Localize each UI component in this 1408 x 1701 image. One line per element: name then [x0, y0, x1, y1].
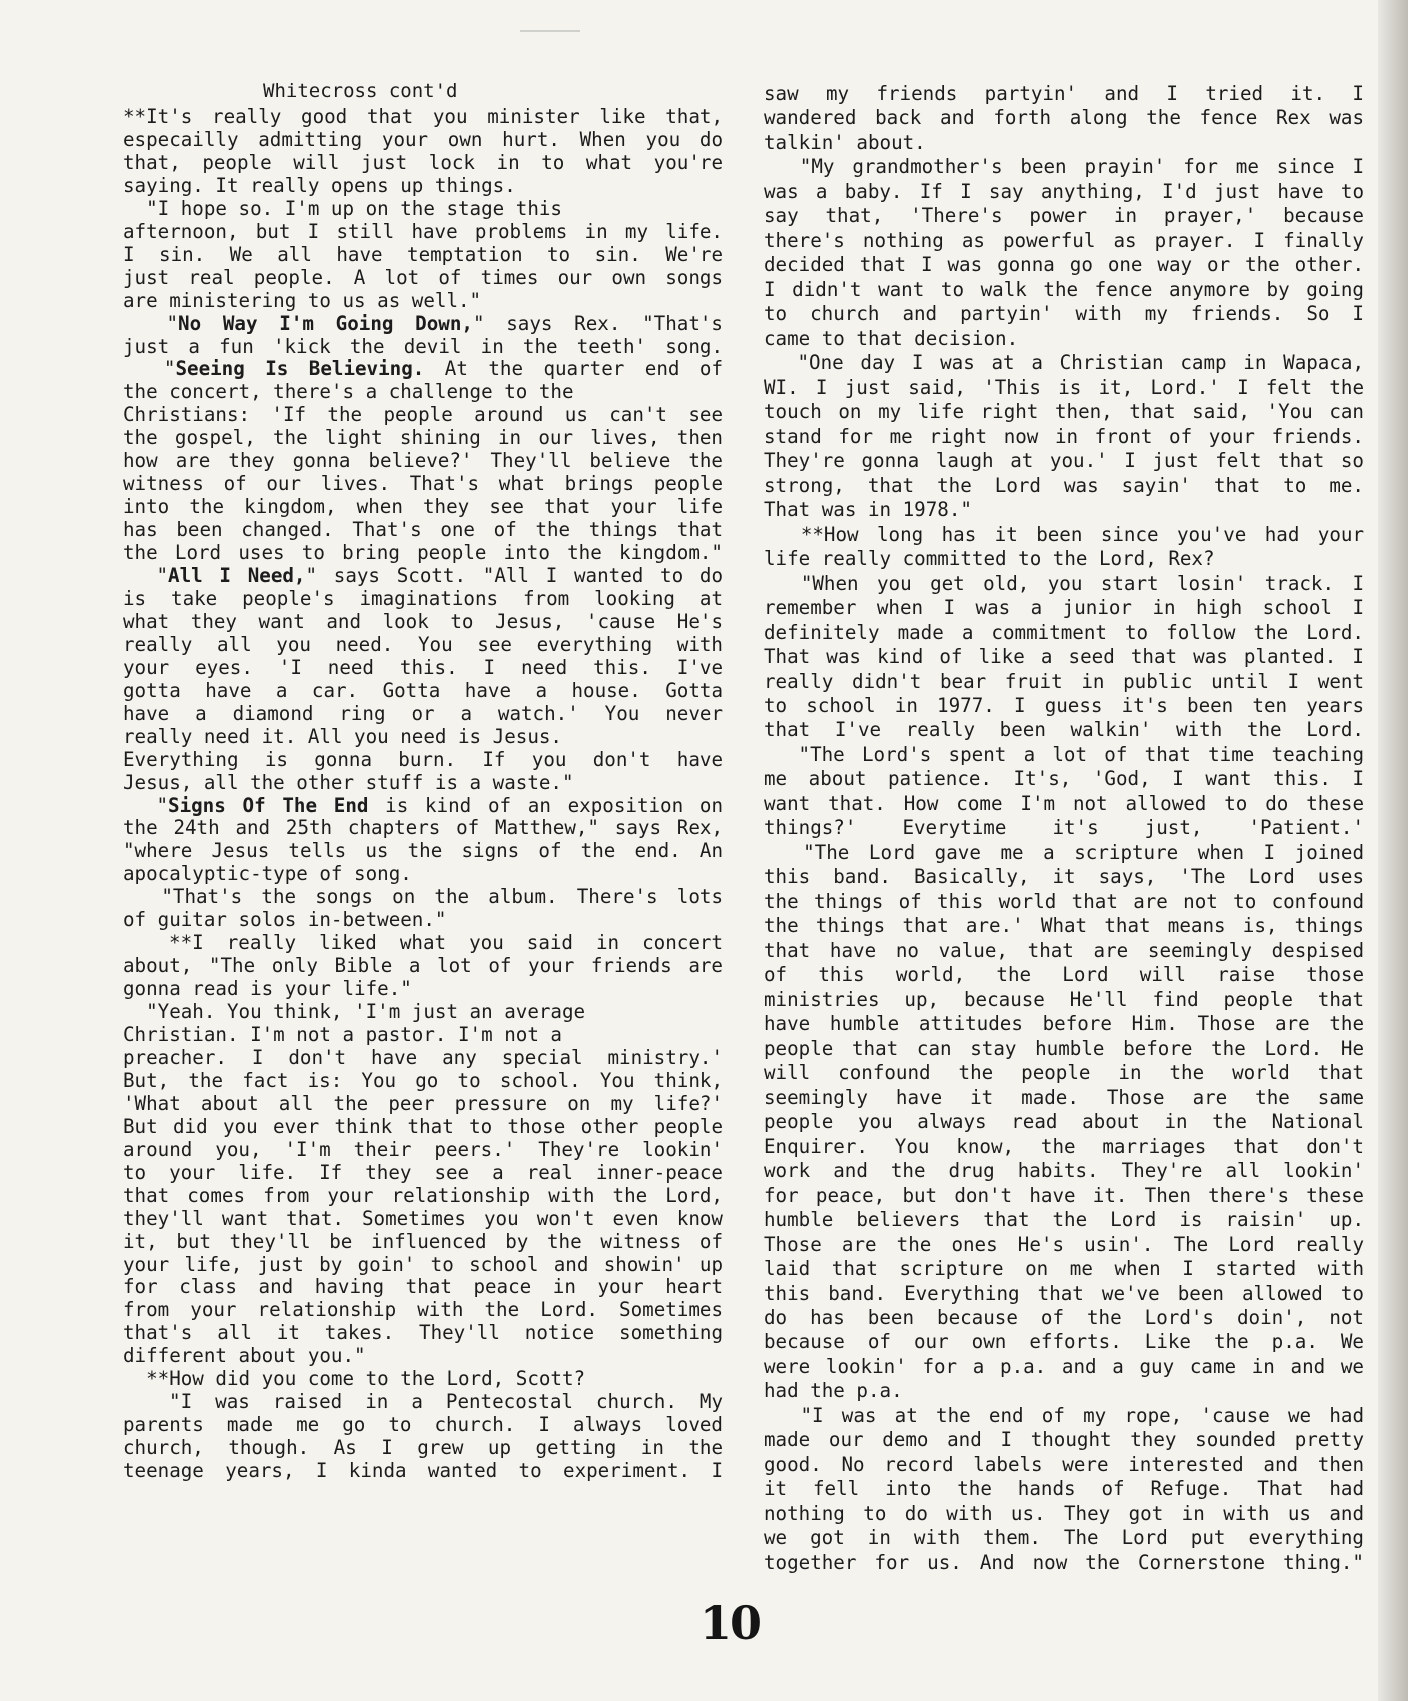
text-line: wandered back and forth along the fence Rex was: [764, 106, 1364, 130]
text-line: people that can stay humble before the Lord. He: [764, 1036, 1364, 1060]
text-line: life really committed to the Lord, Rex?: [764, 547, 1215, 571]
text-line: we got in with them. The Lord put everything: [764, 1526, 1364, 1550]
text-line: **How did you come to the Lord, Scott?: [123, 1367, 586, 1391]
text-line: the gospel, the light shining in our lives, then: [123, 426, 723, 450]
text-line: seemingly have it made. Those are the same: [764, 1085, 1364, 1109]
text-line: your eyes. 'I need this. I need this. I've: [123, 655, 723, 679]
text-line: 'What about all the peer pressure on my life?': [123, 1091, 723, 1115]
text-line: it, but they'll be influenced by the witness of: [123, 1229, 723, 1253]
song-title: Signs Of The End: [168, 793, 369, 817]
text-line: because of our own efforts. Like the p.a. We: [764, 1330, 1364, 1354]
text-line: the things that are.' What that means is, things: [764, 914, 1364, 938]
text-line: **It's really good that you minister like that,: [123, 105, 723, 128]
text-line: that have no value, that are seemingly despised: [764, 938, 1364, 962]
text-line: good. No record labels were interested and then: [764, 1452, 1364, 1476]
text-line: That was kind of like a seed that was planted. I: [764, 645, 1364, 669]
text-line: work and the drug habits. They're all lookin': [764, 1159, 1364, 1183]
text-line: humble believers that the Lord is raisin' up.: [764, 1208, 1364, 1232]
text-line: around you, 'I'm their peers.' They're lookin': [123, 1137, 723, 1161]
text-line: "Signs Of The End is kind of an exposition on: [123, 793, 723, 817]
text-line: "One day I was at a Christian camp in Wapaca,: [764, 351, 1364, 375]
text-line: But did you ever think that to those other people: [123, 1114, 723, 1138]
text-line: this band. Basically, it says, 'The Lord uses: [764, 865, 1364, 889]
text-line: were lookin' for a p.a. and a guy came in and we: [764, 1354, 1364, 1378]
text-line: touch on my life right then, that said, 'You can: [764, 400, 1364, 424]
text-line: really need it. All you need is Jesus.: [123, 724, 562, 748]
text-line: say that, 'There's power in prayer,' because: [764, 204, 1364, 228]
text-line: me about patience. It's, 'God, I want this. I: [764, 767, 1364, 791]
text-line: teenage years, I kinda wanted to experiment. I: [123, 1459, 723, 1483]
text-line: **How long has it been since you've had your: [764, 522, 1364, 546]
text-line: that, people will just lock in to what you're: [123, 150, 723, 174]
text-line: have humble attitudes before Him. Those are the: [764, 1012, 1364, 1036]
text-line: are ministering to us as well.": [123, 288, 482, 312]
text-line: of guitar solos in-between.": [123, 908, 447, 932]
text-line: I didn't want to walk the fence anymore by going: [764, 277, 1364, 301]
text-line: do has been because of the Lord's doin', not: [764, 1306, 1364, 1329]
text-line: that comes from your relationship with the Lord,: [123, 1183, 723, 1207]
text-line: "I hope so. I'm up on the stage this: [123, 196, 562, 220]
text-line: gonna read is your life.": [123, 977, 412, 1001]
text-line: this band. Everything that we've been allowed to: [764, 1281, 1364, 1305]
text-line: there's nothing as powerful as prayer. I finally: [764, 228, 1364, 252]
text-line: different about you.": [123, 1344, 366, 1368]
text-line: "That's the songs on the album. There's lots: [123, 885, 723, 909]
text-line: for peace, but don't have it. Then there's these: [764, 1183, 1364, 1207]
song-title: All I Need,: [168, 564, 306, 587]
text-line: Christians: 'If the people around us can't see: [123, 403, 723, 427]
text-line: "No Way I'm Going Down," says Rex. "That's: [123, 311, 723, 335]
text-line: into the kingdom, when they see that your life: [123, 495, 723, 519]
song-title: No Way I'm Going Down,: [178, 311, 473, 335]
text-line: "My grandmother's been prayin' for me since I: [764, 155, 1364, 179]
text-line: witness of our lives. That's what brings people: [123, 472, 723, 496]
text-line: apocalyptic-type of song.: [123, 862, 412, 886]
text-line: want that. How come I'm not allowed to do these: [764, 791, 1364, 815]
song-title: Seeing Is Believing.: [175, 357, 425, 381]
text-line: just real people. A lot of times our own songs: [123, 265, 723, 289]
article-title: Whitecross cont'd: [263, 80, 458, 102]
text-line: will confound the people in the world that: [764, 1061, 1364, 1085]
text-line: "The Lord's spent a lot of that time teaching: [764, 742, 1364, 766]
text-line: to school in 1977. I guess it's been ten years: [764, 694, 1364, 717]
text-line: especailly admitting your own hurt. When you do: [123, 127, 723, 151]
text-line: "The Lord gave me a scripture when I joined: [764, 840, 1364, 864]
text-line: "Seeing Is Believing. At the quarter end of: [123, 357, 723, 381]
text-line: **I really liked what you said in concert: [123, 931, 723, 955]
text-line: the concert, there's a challenge to the: [123, 380, 574, 404]
top-smudge: [520, 30, 580, 32]
page-number: 10: [700, 1596, 761, 1650]
text-line: parents made me go to church. I always loved: [123, 1413, 723, 1437]
text-line: stand for me right now in front of your friends.: [764, 424, 1364, 448]
text-line: of this world, the Lord will raise those: [764, 963, 1364, 987]
text-line: Everything is gonna burn. If you don't have: [123, 747, 723, 771]
text-line: saw my friends partyin' and I tried it. I: [764, 82, 1364, 105]
text-line: the things of this world that are not to confound: [764, 889, 1364, 913]
text-line: is take people's imaginations from looking at: [123, 586, 723, 610]
text-line: Those are the ones He's usin'. The Lord really: [764, 1232, 1364, 1256]
text-line: afternoon, but I still have problems in my life.: [123, 219, 723, 243]
text-line: But, the fact is: You go to school. You think,: [123, 1068, 723, 1092]
text-line: talkin' about.: [764, 130, 926, 154]
text-line: "When you get old, you start losin' track. I: [764, 571, 1364, 595]
text-line: gotta have a car. Gotta have a house. Gotta: [123, 678, 723, 702]
text-line: was a baby. If I say anything, I'd just have to: [764, 179, 1364, 203]
text-line: it fell into the hands of Refuge. That had: [764, 1477, 1364, 1501]
text-line: what they want and look to Jesus, 'cause He's: [123, 609, 723, 633]
text-line: saying. It really opens up things.: [123, 173, 516, 197]
text-line: ministries up, because He'll find people that: [764, 987, 1364, 1011]
text-line: about, "The only Bible a lot of your friends are: [123, 954, 723, 978]
text-line: had the p.a.: [764, 1379, 903, 1403]
text-line: Christian. I'm not a pastor. I'm not a: [123, 1023, 562, 1046]
text-line: definitely made a commitment to follow the Lord.: [764, 620, 1364, 644]
text-line: that's all it takes. They'll notice something: [123, 1321, 723, 1345]
text-line: laid that scripture on me when I started with: [764, 1257, 1364, 1281]
text-line: "I was at the end of my rope, 'cause we had: [764, 1403, 1364, 1427]
text-line: the Lord uses to bring people into the kingdom.": [123, 541, 723, 565]
text-line: came to that decision.: [764, 326, 1019, 350]
page-edge-shadow: [1378, 0, 1408, 1701]
text-line: your life, just by goin' to school and showin' up: [123, 1252, 723, 1276]
text-line: just a fun 'kick the devil in the teeth' song.: [123, 334, 723, 358]
text-line: Jesus, all the other stuff is a waste.": [123, 770, 574, 794]
text-line: remember when I was a junior in high school I: [764, 596, 1364, 620]
text-line: I sin. We all have temptation to sin. We're: [123, 242, 723, 266]
text-line: nothing to do with us. They got in with us and: [764, 1501, 1364, 1525]
text-line: Enquirer. You know, the marriages that don't: [764, 1134, 1364, 1158]
text-line: made our demo and I thought they sounded pretty: [764, 1428, 1364, 1452]
text-line: preacher. I don't have any special ministry.': [123, 1045, 723, 1069]
text-line: together for us. And now the Cornerstone thing.": [764, 1550, 1364, 1574]
text-line: strong, that the Lord was sayin' that to me.: [764, 473, 1364, 497]
text-line: people you always read about in the National: [764, 1110, 1364, 1134]
text-line: how are they gonna believe?' They'll believe the: [123, 449, 723, 473]
text-line: from your relationship with the Lord. Sometimes: [123, 1298, 723, 1322]
text-line: "where Jesus tells us the signs of the end. An: [123, 839, 723, 863]
text-line: the 24th and 25th chapters of Matthew," says Rex,: [123, 816, 723, 840]
text-line: "All I Need," says Scott. "All I wanted to do: [123, 564, 723, 587]
text-line: they'll want that. Sometimes you won't even know: [123, 1206, 723, 1230]
text-line: to church and partyin' with my friends. So I: [764, 302, 1364, 326]
text-line: church, though. As I grew up getting in the: [123, 1436, 723, 1460]
text-line: things?' Everytime it's just, 'Patient.': [764, 816, 1364, 840]
text-line: decided that I was gonna go one way or the other.: [764, 253, 1364, 277]
text-line: That was in 1978.": [764, 498, 972, 522]
text-line: WI. I just said, 'This is it, Lord.' I felt the: [764, 375, 1364, 399]
text-line: really all you need. You see everything with: [123, 632, 723, 656]
text-line: has been changed. That's one of the things that: [123, 518, 723, 542]
text-line: really didn't bear fruit in public until I went: [764, 669, 1364, 693]
text-line: They're gonna laugh at you.' I just felt that so: [764, 449, 1364, 473]
text-line: that I've really been walkin' with the Lord.: [764, 718, 1364, 742]
text-line: to your life. If they see a real inner-peace: [123, 1160, 723, 1184]
text-line: for class and having that peace in your heart: [123, 1275, 723, 1299]
text-line: "I was raised in a Pentecostal church. My: [123, 1390, 723, 1414]
text-line: have a diamond ring or a watch.' You never: [123, 701, 723, 725]
text-line: "Yeah. You think, 'I'm just an average: [123, 1000, 586, 1024]
